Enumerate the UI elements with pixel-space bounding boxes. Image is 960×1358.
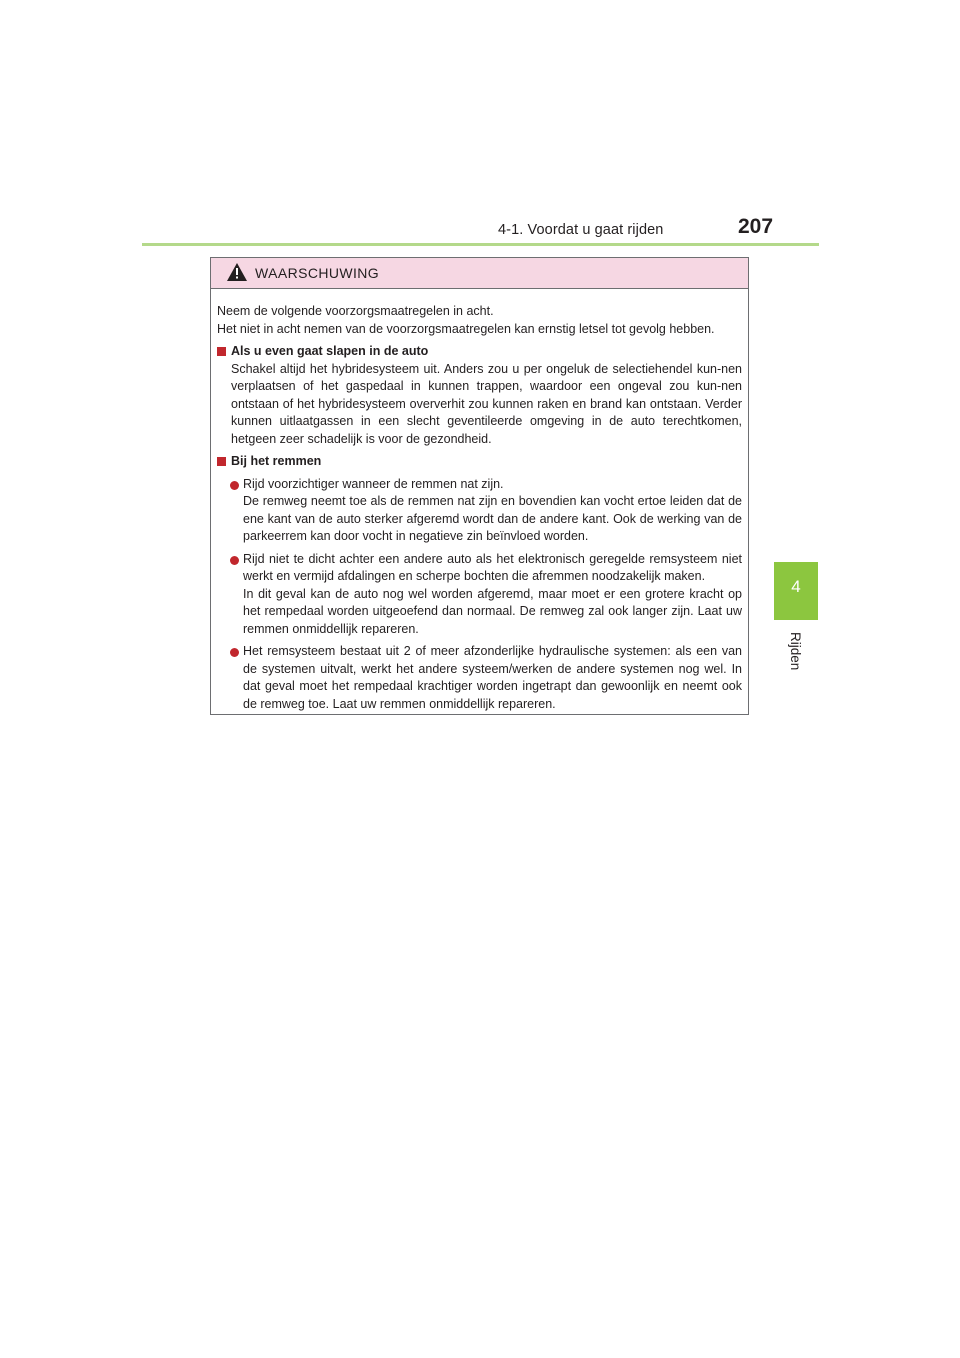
- section-text-sleeping: Schakel altijd het hybridesysteem uit. Anders zou u per ongeluk de selectiehendel kun-nen verplaatsen of het gaspedaal in kunnen trappen, waardoor een ongeval zou kun-nen ontstaan of het hybridesysteem oververhit zou kunnen raken en brand kan ontstaan. Verder kunnen uitlaatgassen in een slecht geventileerde omgeving in de auto terechtkomen, hetgeen zeer schadelijk is voor de gezondheid.: [231, 361, 742, 446]
- chapter-tab: [774, 562, 818, 620]
- warning-intro-1: Neem de volgende voorzorgsmaatregelen in acht.: [217, 304, 494, 318]
- round-bullet-icon: [230, 556, 239, 565]
- section-heading-braking: Bij het remmen: [217, 453, 742, 471]
- warning-triangle-icon: [227, 263, 247, 281]
- round-bullet-icon: [230, 481, 239, 490]
- warning-body: [211, 289, 748, 713]
- list-item: Het remsysteem bestaat uit 2 of meer afzonderlijke hydraulische systemen: als een van de systemen uitvalt, werkt het andere systeem/werken de andere systemen nog wel. In dat geval moet het rempedaal krachtiger worden ingetrapt dan gewoonlijk en neemt ook de remweg toe. Laat uw remmen onmiddellijk repareren.: [217, 643, 742, 713]
- section-heading-sleeping: Als u even gaat slapen in de auto: [217, 343, 742, 361]
- warning-intro-2: Het niet in acht nemen van de voorzorgsmaatregelen kan ernstig letsel tot gevolg hebben.: [217, 321, 715, 336]
- warning-box: [210, 257, 749, 715]
- chapter-number: 4: [791, 577, 801, 596]
- round-bullet-icon: [230, 648, 239, 657]
- warning-header: [211, 258, 748, 289]
- square-bullet-icon: [217, 347, 226, 356]
- page-number: 207: [738, 215, 774, 238]
- list-item: Rijd voorzichtiger wanneer de remmen nat zijn. De remweg neemt toe als de remmen nat zijn en bovendien kan vocht ertoe leiden dat de ene kant van de auto sterker afgeremd wordt dan de andere kant. Ook de werking van de parkeerrem kan door vocht in negatieve zin beïnvloed worden.: [217, 476, 742, 546]
- warning-title: WAARSCHUWING: [255, 265, 380, 281]
- page-header-section: 4-1. Voordat u gaat rijden: [498, 222, 664, 238]
- header-rule: [142, 243, 819, 246]
- chapter-label: Rijden: [788, 632, 803, 671]
- square-bullet-icon: [217, 457, 226, 466]
- list-item: Rijd niet te dicht achter een andere auto als het elektronisch geregelde remsysteem niet werkt en vermijd afdalingen en scherpe bochten die afremmen noodzakelijk maken. In dit geval kan de auto nog wel worden afgeremd, maar moet er een grotere kracht op het rempedaal worden uitgeoefend dan normaal. De remweg zal ook langer zijn. Laat uw remmen onmiddellijk repareren.: [217, 551, 742, 639]
